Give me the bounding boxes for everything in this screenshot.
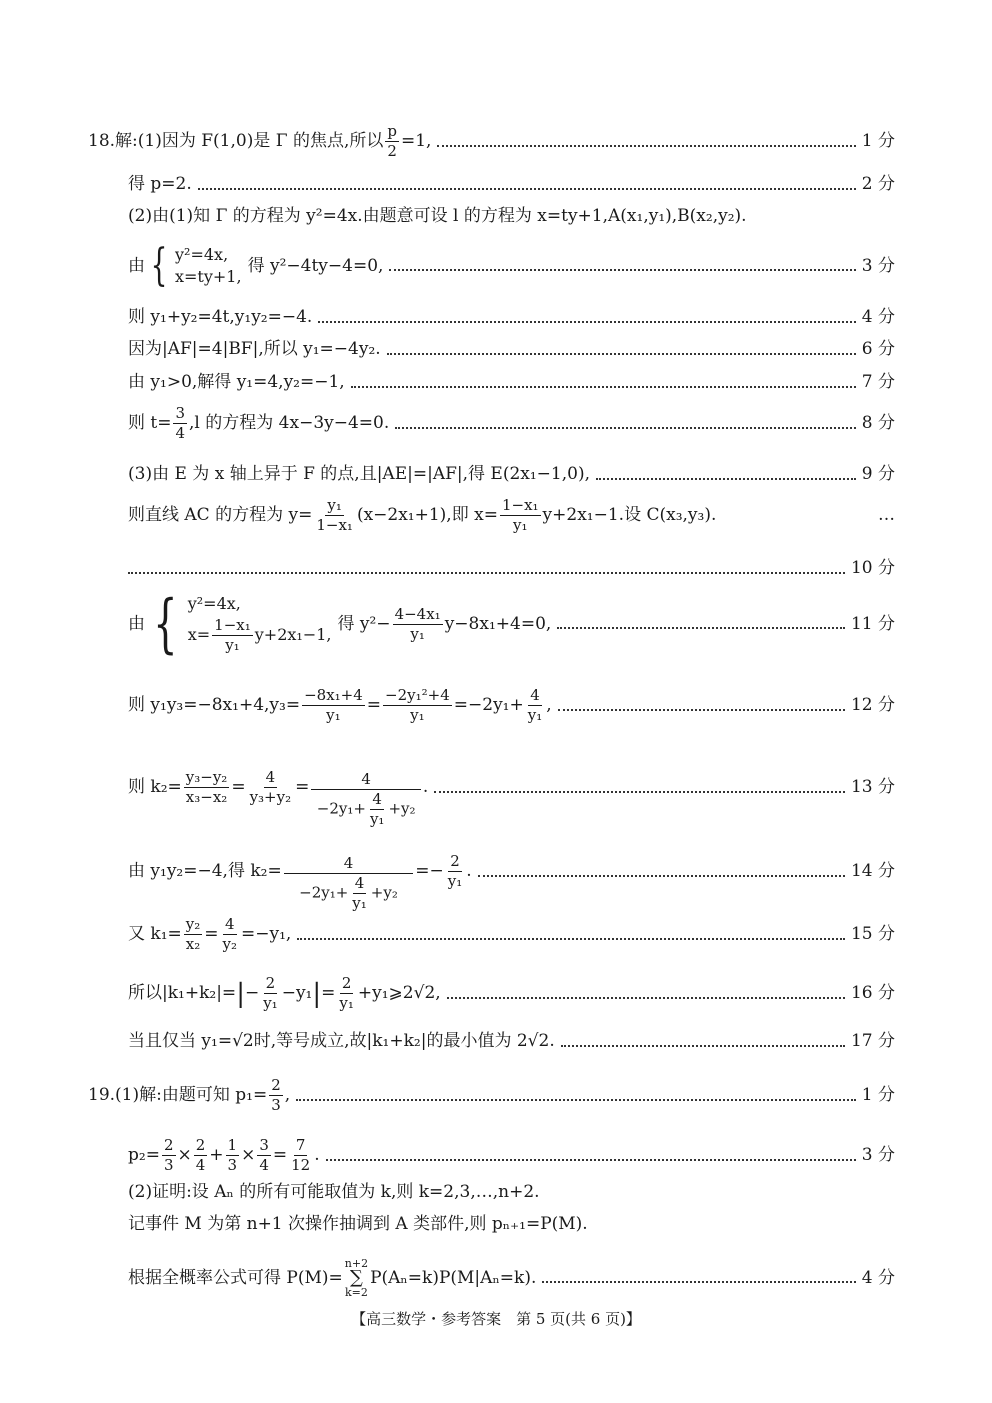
times: × xyxy=(241,1145,256,1165)
fraction-p-over-2: $\frac{p}{2}$ xyxy=(387,122,397,160)
score: 17 分 xyxy=(850,1031,895,1051)
comma: , xyxy=(284,1085,291,1105)
q18-line-13 xyxy=(128,748,895,827)
q18-l11-mid: 得 y²− xyxy=(337,613,391,634)
fraction: $\frac{4}{\text{y₃+y₂}}$ xyxy=(249,768,292,806)
minus: − xyxy=(244,983,260,1003)
dot-leader xyxy=(297,938,845,940)
q18-l16-prefix: 所以|k₁+k₂|= xyxy=(128,983,237,1003)
period: . xyxy=(466,861,472,881)
dot-leader xyxy=(561,1045,845,1047)
q18-l3-text: (2)由(1)知 Γ 的方程为 y²=4x.由题意可设 l 的方程为 x=ty+1,A(x₁,y₁),B(x₂,y₂). xyxy=(128,206,747,226)
fraction: $\frac{2}{4}$ xyxy=(195,1136,206,1174)
dot-leader xyxy=(198,188,856,190)
fraction: $\frac{2}{3}$ xyxy=(163,1136,174,1174)
q18-l10-prefix: 则直线 AC 的方程为 y= xyxy=(128,505,313,525)
q19-line-4 xyxy=(128,1216,895,1233)
q19-line-3 xyxy=(128,1184,895,1201)
q18-l1-text: 解:(1)因为 F(1,0)是 Γ 的焦点,所以 xyxy=(115,131,384,151)
brace-symbol: { xyxy=(153,587,178,661)
q18-l16-tail: +y₁⩾2√2, xyxy=(357,983,441,1003)
q18-l11-prefix: 由 xyxy=(128,613,145,634)
compound-fraction: 4 −2y₁+ $\frac{4}{\text{y₁}}$ +y₂ xyxy=(284,856,414,911)
dot-leader xyxy=(128,572,845,574)
fraction: $\frac{\text{y₂}}{\text{x₂}}$ xyxy=(185,915,201,953)
q18-line-6 xyxy=(128,341,895,358)
plus: + xyxy=(209,1145,224,1165)
q18-l14-prefix: 由 y₁y₂=−4,得 k₂= xyxy=(128,861,282,881)
q18-l4-text: 得 y²−4ty−4=0, xyxy=(247,255,384,276)
equation-system xyxy=(145,240,242,291)
q18-line-3 xyxy=(128,208,895,225)
q18-l16-mid: −y₁ xyxy=(281,983,313,1003)
fraction: $\frac{3}{4}$ xyxy=(175,404,186,442)
score: 8 分 xyxy=(861,413,895,433)
dot-leader xyxy=(596,478,856,480)
dot-leader xyxy=(434,791,845,793)
score: 9 分 xyxy=(861,464,895,484)
q19-line-2 xyxy=(128,1138,895,1173)
q19-l5-prefix: 根据全概率公式可得 P(M)= xyxy=(128,1267,343,1288)
score: 2 分 xyxy=(861,174,895,194)
equals: = xyxy=(295,777,310,797)
dot-leader xyxy=(558,709,845,711)
q18-l10-mid: (x−2x₁+1),即 x= xyxy=(356,505,498,525)
times: × xyxy=(177,1145,192,1165)
q19-l4-text: 记事件 M 为第 n+1 次操作抽调到 A 类部件,则 pₙ₊₁=P(M). xyxy=(128,1214,588,1234)
dot-leader xyxy=(437,145,855,147)
dot-leader xyxy=(542,1281,855,1283)
score: 10 分 xyxy=(850,558,895,578)
score: 13 分 xyxy=(850,777,895,797)
equals: = xyxy=(231,777,246,797)
score: 6 分 xyxy=(861,339,895,359)
q18-line-2 xyxy=(128,176,895,193)
system-row-2: x= $\frac{\text{1−x₁}}{\text{y₁}}$ y+2x₁−1, xyxy=(187,615,332,654)
equals: = xyxy=(204,924,219,944)
fraction: $\frac{3}{4}$ xyxy=(259,1136,269,1174)
score: 3 分 xyxy=(861,1145,895,1165)
score: 11 分 xyxy=(850,613,895,634)
q18-l10-tail: y+2x₁−1.设 C(x₃,y₃). xyxy=(542,505,717,525)
q19-l3-text: (2)证明:设 Aₙ 的所有可能取值为 k,则 k=2,3,…,n+2. xyxy=(128,1182,540,1202)
q18-line-1 xyxy=(88,124,895,159)
score: 3 分 xyxy=(861,255,895,276)
fraction: $\frac{\text{1−x₁}}{\text{y₁}}$ xyxy=(501,496,539,534)
dot-leader xyxy=(557,627,845,629)
score: 1 分 xyxy=(861,1085,895,1105)
score: 12 分 xyxy=(850,695,895,715)
q18-line-11 xyxy=(128,587,895,661)
q18-l11-tail: y−8x₁+4=0, xyxy=(444,613,552,634)
equals: = xyxy=(272,1145,288,1165)
system-row-1: y²=4x, xyxy=(187,593,241,613)
q18-l13-prefix: 则 k₂= xyxy=(128,777,182,797)
dot-leader xyxy=(318,321,855,323)
equals: = xyxy=(366,695,382,715)
q18-line-4 xyxy=(128,240,895,291)
period: . xyxy=(314,1145,320,1165)
q18-line-10 xyxy=(128,498,895,533)
abs-bar: | xyxy=(236,978,245,1009)
dot-leader xyxy=(395,427,855,429)
fraction: $\frac{4}{\text{y₁}}$ xyxy=(527,686,543,724)
system-row-1: y²=4x, xyxy=(175,245,229,264)
fraction: $\frac{2}{\text{y₁}}$ xyxy=(263,974,278,1012)
q19-number: 19. xyxy=(88,1085,116,1105)
q18-line-9 xyxy=(128,466,895,483)
dot-leader xyxy=(447,997,845,999)
q18-line-7 xyxy=(128,374,895,391)
q18-l15-tail: =−y₁, xyxy=(241,924,292,944)
q18-l6-text: 因为|AF|=4|BF|,所以 y₁=−4y₂. xyxy=(128,339,381,359)
compound-fraction: 4 −2y₁+ $\frac{4}{\text{y₁}}$ +y₂ xyxy=(311,772,421,827)
q18-l12-mid: =−2y₁+ xyxy=(453,695,524,715)
q19-l1-prefix: (1)解:由题可知 p₁= xyxy=(115,1085,268,1105)
q18-number: 18. xyxy=(88,131,116,151)
score: 4 分 xyxy=(861,307,895,327)
fraction: $\frac{4}{\text{y₂}}$ xyxy=(222,915,238,953)
q18-line-8 xyxy=(128,406,895,441)
comma: , xyxy=(546,695,552,715)
fraction: $\frac{\text{y₁}}{\text{1−x₁}}$ xyxy=(316,496,353,534)
score: 7 分 xyxy=(861,372,895,392)
ellipsis: … xyxy=(878,505,895,525)
summation: n+2 ∑ k=2 xyxy=(344,1257,369,1299)
fraction: $\frac{7}{12}$ xyxy=(291,1136,311,1174)
q18-line-12 xyxy=(128,688,895,723)
fraction: $\frac{2}{\text{y₁}}$ xyxy=(447,852,463,890)
fraction: $\frac{2}{\text{y₁}}$ xyxy=(339,974,354,1012)
dot-leader xyxy=(326,1159,856,1161)
q18-line-5 xyxy=(128,309,895,326)
equation-system xyxy=(145,587,332,661)
q18-line-14 xyxy=(128,832,895,911)
q18-line-15 xyxy=(128,917,895,952)
q18-l14-mid: =− xyxy=(415,861,444,881)
fraction: $\frac{\text{−8x₁+4}}{\text{y₁}}$ xyxy=(304,686,363,724)
q18-l7-text: 由 y₁>0,解得 y₁=4,y₂=−1, xyxy=(128,372,345,392)
page-footer: 【高三数学・参考答案 第 5 页(共 6 页)】 xyxy=(351,1310,641,1328)
q18-l4-prefix: 由 xyxy=(128,255,145,276)
q18-l8-text: ,l 的方程为 4x−3y−4=0. xyxy=(189,413,390,433)
q19-l5-tail: P(Aₙ=k)P(M|Aₙ=k). xyxy=(370,1267,537,1288)
q19-line-5 xyxy=(128,1258,895,1298)
dot-leader xyxy=(296,1099,856,1101)
q18-l15-prefix: 又 k₁= xyxy=(128,924,182,944)
score: 15 分 xyxy=(850,924,895,944)
brace-symbol: { xyxy=(150,240,168,291)
period: . xyxy=(422,777,429,797)
fraction: $\frac{\text{4−4x₁}}{\text{y₁}}$ xyxy=(394,604,441,643)
q18-l2-text: 得 p=2. xyxy=(128,174,192,194)
q18-l17-text: 当且仅当 y₁=√2时,等号成立,故|k₁+k₂|的最小值为 2√2. xyxy=(128,1031,555,1051)
dot-leader xyxy=(351,386,856,388)
q18-line-17 xyxy=(128,1033,895,1050)
fraction: $\frac{\text{1−x₁}}{\text{y₁}}$ xyxy=(214,615,251,654)
score: 4 分 xyxy=(861,1267,895,1288)
abs-bar: | xyxy=(312,978,322,1009)
dot-leader xyxy=(387,353,856,355)
score: 16 分 xyxy=(850,983,895,1003)
fraction: $\frac{1}{3}$ xyxy=(227,1136,238,1174)
score: 1 分 xyxy=(861,131,895,151)
q18-line-10-score xyxy=(128,560,895,577)
q18-l8-prefix: 则 t= xyxy=(128,413,172,433)
fraction: $\frac{\text{y₃−y₂}}{\text{x₃−x₂}}$ xyxy=(185,768,228,806)
q19-line-1 xyxy=(88,1078,895,1113)
fraction: $\frac{2}{3}$ xyxy=(271,1076,281,1114)
q18-l1-tail: =1, xyxy=(400,131,432,151)
q18-l12-prefix: 则 y₁y₃=−8x₁+4,y₃= xyxy=(128,695,301,715)
dot-leader xyxy=(389,269,855,271)
fraction: $\frac{\text{−2y₁²+4}}{\text{y₁}}$ xyxy=(385,686,450,724)
equals: = xyxy=(321,983,336,1003)
score: 14 分 xyxy=(850,861,895,881)
q19-l2-prefix: p₂= xyxy=(128,1145,160,1165)
system-row-2: x=ty+1, xyxy=(175,267,242,286)
q18-l5-text: 则 y₁+y₂=4t,y₁y₂=−4. xyxy=(128,307,313,327)
q18-l9-text: (3)由 E 为 x 轴上异于 F 的点,且|AE|=|AF|,得 E(2x₁−1,0), xyxy=(128,464,590,484)
dot-leader xyxy=(478,875,845,877)
q18-line-16 xyxy=(128,976,895,1011)
